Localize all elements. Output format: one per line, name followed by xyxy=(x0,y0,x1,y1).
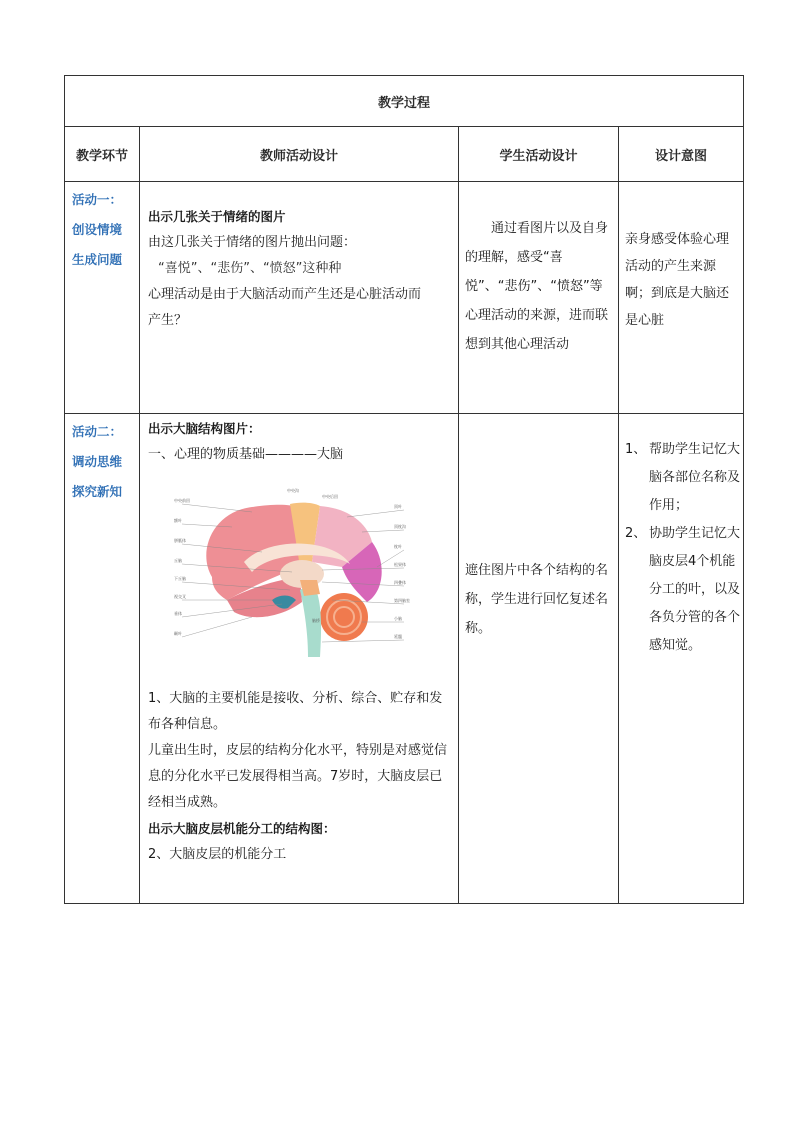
label-right: 顶枕沟 xyxy=(394,524,406,529)
student-text: 遮住图片中各个结构的名称，学生进行回忆复述名称。 xyxy=(465,563,609,636)
intent-item-num: 2、 xyxy=(625,526,647,541)
point-1: 1、大脑的主要机能是接收、分析、综合、贮存和发布各种信息。 xyxy=(148,691,443,732)
label-right: 小脑 xyxy=(394,616,402,621)
intent-item xyxy=(625,520,741,660)
header-intent: 设计意图 xyxy=(619,127,744,182)
brain-structure-diagram xyxy=(172,482,412,662)
intent-item-num: 1、 xyxy=(625,442,647,457)
activity1-student-design xyxy=(459,182,619,414)
activity2-student-design xyxy=(459,414,619,904)
header-teacher: 教师活动设计 xyxy=(140,127,459,182)
intent-item xyxy=(625,436,741,520)
activity1-intent xyxy=(619,182,744,414)
label-left: 垂体 xyxy=(174,611,182,616)
intent-text: 亲身感受体验心理活动的产生来源啊；到底是大脑还是心脏 xyxy=(625,232,730,328)
section-heading: 一、心理的物质基础————大脑 xyxy=(148,447,344,462)
table-row-activity2 xyxy=(65,414,744,904)
activity1-label-line: 生成问题 xyxy=(72,252,123,267)
brain-svg xyxy=(172,482,412,662)
label-right: 第四脑室 xyxy=(394,598,410,603)
label-left: 视交叉 xyxy=(174,594,186,599)
label-left: 丘脑 xyxy=(174,558,182,563)
intent-item-text: 帮助学生记忆大脑各部位名称及作用； xyxy=(649,442,741,513)
teacher-line: 由这几张关于情绪的图片抛出问题： xyxy=(148,235,357,250)
header-student: 学生活动设计 xyxy=(459,127,619,182)
label-left: 中央前回 xyxy=(174,498,190,503)
teacher-line: 产生？ xyxy=(148,313,188,328)
activity2-label-line: 探究新知 xyxy=(72,484,123,499)
header-stage: 教学环节 xyxy=(65,127,140,182)
label-right: 松果体 xyxy=(394,562,406,567)
activity2-intent xyxy=(619,414,744,904)
intent-item-text: 协助学生记忆大脑皮层4个机能分工的叶，以及各负分管的各个感知觉。 xyxy=(649,526,741,653)
label-top: 中央沟 xyxy=(287,488,299,493)
teacher-line: 出示几张关于情绪的图片 xyxy=(148,209,286,224)
label-top: 中央后回 xyxy=(322,494,338,499)
show-brain-text: 出示大脑结构图片： xyxy=(148,421,261,436)
student-text: 通过看图片以及自身的理解，感受“喜悦”、“悲伤”、“愤怒”等心理活动的来源，进而联想到其他心理活动 xyxy=(465,221,609,352)
label-left: 下丘脑 xyxy=(174,576,186,581)
label-left: 胼胝体 xyxy=(174,538,186,543)
teacher-line: “喜悦”、“悲伤”、“愤怒”这种种 xyxy=(158,261,342,276)
activity2-label-line: 调动思维 xyxy=(72,454,123,469)
teaching-process-table xyxy=(64,75,744,904)
label-left: 颞叶 xyxy=(174,631,182,636)
label-right: 顶叶 xyxy=(394,504,402,509)
activity2-label-line: 活动二： xyxy=(72,424,123,439)
point-1-detail: 儿童出生时，皮层的结构分化水平，特别是对感觉信息的分化水平已发展得相当高。7岁时，大脑皮层已经相当成熟。 xyxy=(148,743,448,810)
label-left: 额叶 xyxy=(174,518,182,523)
activity1-label xyxy=(65,182,140,414)
teacher-line: 心理活动是由于大脑活动而产生还是心脏活动而 xyxy=(148,287,422,302)
label-right: 枕叶 xyxy=(394,544,402,549)
label-right: 延髓 xyxy=(394,634,402,639)
point-2: 2、大脑皮层的机能分工 xyxy=(148,847,287,862)
table-title: 教学过程 xyxy=(65,76,744,127)
activity1-label-line: 创设情境 xyxy=(72,222,123,237)
activity2-teacher-design xyxy=(140,414,459,904)
label-brainstem: 脑桥 xyxy=(312,618,320,623)
label-right: 四叠体 xyxy=(394,580,406,585)
activity1-teacher-design xyxy=(140,182,459,414)
activity2-label xyxy=(65,414,140,904)
show-cortex-text: 出示大脑皮层机能分工的结构图： xyxy=(148,821,336,836)
activity1-label-line: 活动一： xyxy=(72,192,123,207)
table-row-activity1 xyxy=(65,182,744,414)
